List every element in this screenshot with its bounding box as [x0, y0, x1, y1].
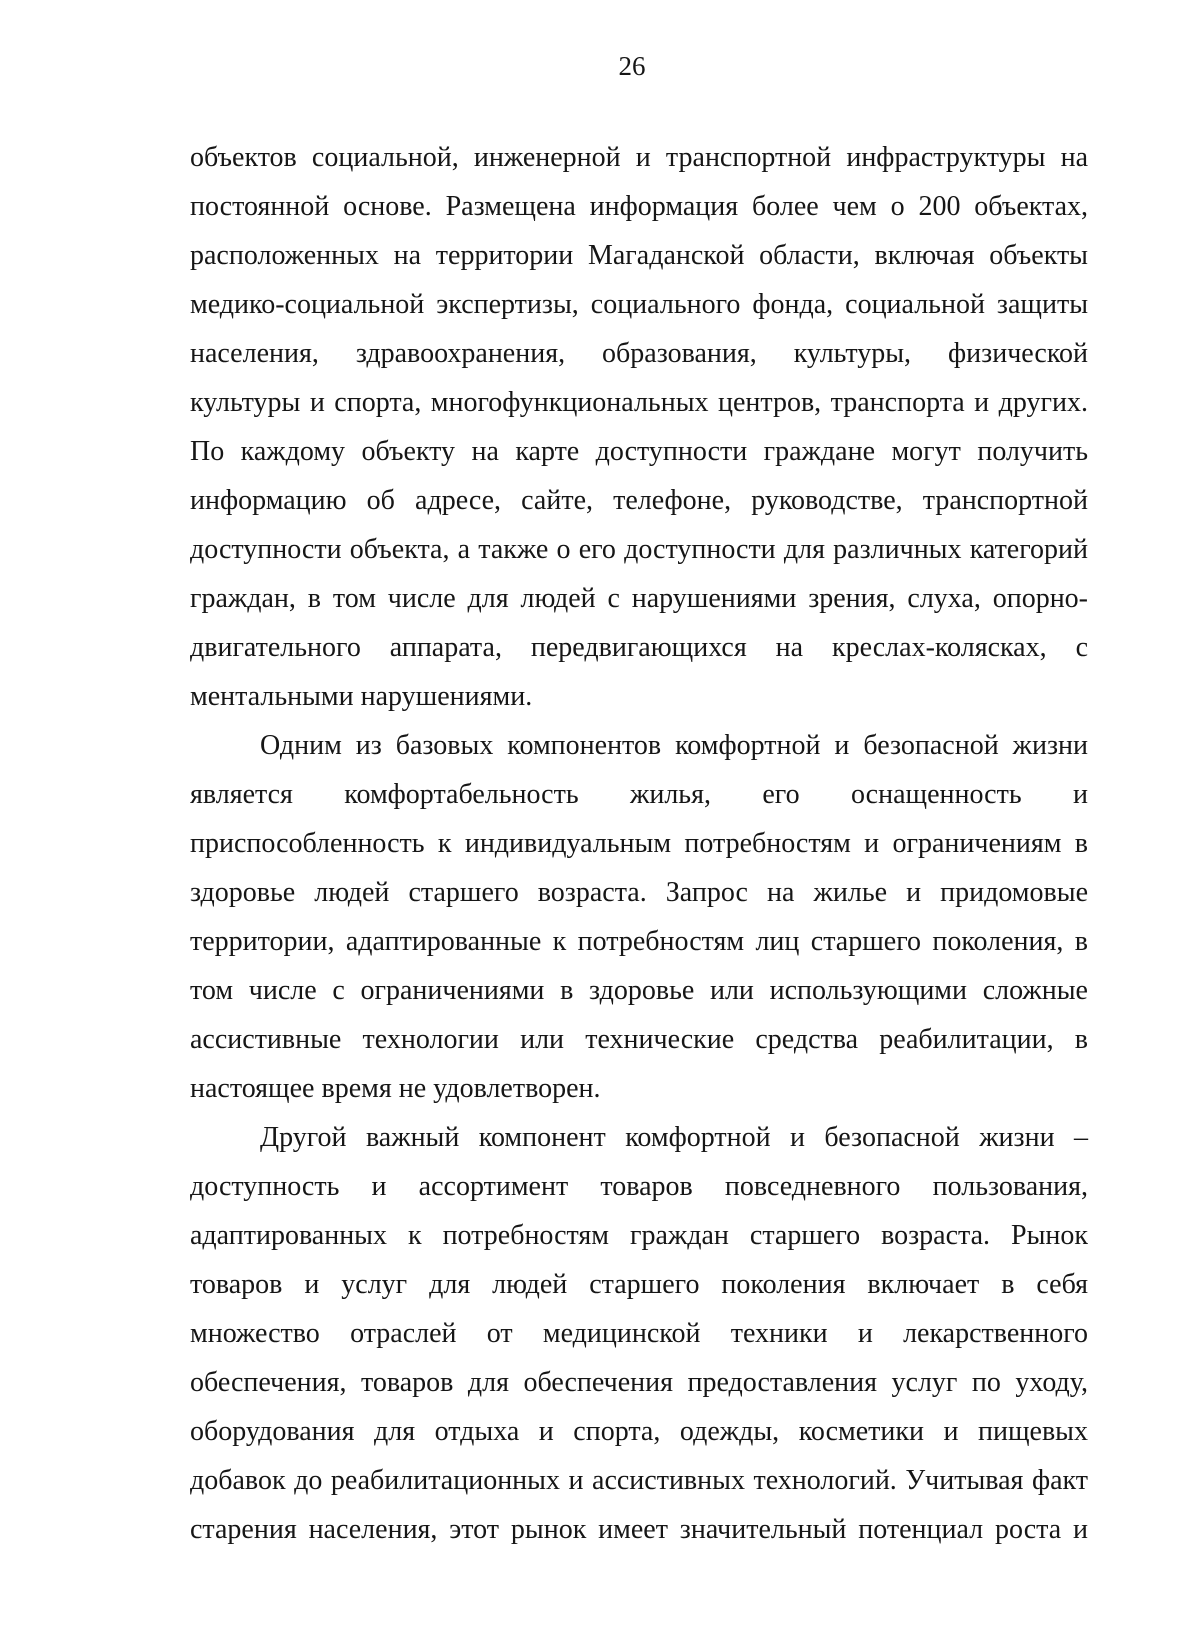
text-line: старения населения, этот рынок имеет значительный потенциал роста и	[190, 1514, 1088, 1545]
text-line: множество отраслей от медицинской техники и лекарственного	[190, 1318, 1088, 1349]
text-line: является комфортабельность жилья, его оснащенность и	[190, 779, 1088, 810]
paragraph-2	[190, 721, 1088, 1113]
text-line: оборудования для отдыха и спорта, одежды, косметики и пищевых	[190, 1416, 1088, 1447]
text-line: объектов социальной, инженерной и транспортной инфраструктуры на	[190, 142, 1088, 173]
text-line: территории, адаптированные к потребностям лиц старшего поколения, в	[190, 926, 1088, 957]
text-line: граждан, в том числе для людей с нарушениями зрения, слуха, опорно-	[190, 583, 1088, 614]
text-line: доступности объекта, а также о его доступности для различных категорий	[190, 534, 1088, 565]
text-line: ассистивные технологии или технические средства реабилитации, в	[190, 1024, 1088, 1055]
text-line: ментальными нарушениями.	[190, 681, 533, 712]
text-line: товаров и услуг для людей старшего поколения включает в себя	[190, 1269, 1088, 1300]
text-line: том числе с ограничениями в здоровье или использующими сложные	[190, 975, 1088, 1006]
text-line: обеспечения, товаров для обеспечения предоставления услуг по уходу,	[190, 1367, 1088, 1398]
text-line: двигательного аппарата, передвигающихся на креслах-колясках, с	[190, 632, 1088, 663]
text-line: адаптированных к потребностям граждан старшего возраста. Рынок	[190, 1220, 1088, 1251]
text-line: расположенных на территории Магаданской области, включая объекты	[190, 240, 1088, 271]
text-line: постоянной основе. Размещена информация более чем о 200 объектах,	[190, 191, 1088, 222]
text-line: добавок до реабилитационных и ассистивных технологий. Учитывая факт	[190, 1465, 1088, 1496]
page-number: 26	[618, 51, 646, 81]
paragraph-1	[190, 133, 1088, 721]
text-line: настоящее время не удовлетворен.	[190, 1073, 601, 1104]
text-line: культуры и спорта, многофункциональных центров, транспорта и других.	[190, 387, 1088, 418]
text-line: Одним из базовых компонентов комфортной и безопасной жизни	[260, 730, 1088, 761]
text-line: информацию об адресе, сайте, телефоне, руководстве, транспортной	[190, 485, 1088, 516]
text-line: доступность и ассортимент товаров повседневного пользования,	[190, 1171, 1088, 1202]
text-line: По каждому объекту на карте доступности граждане могут получить	[190, 436, 1088, 467]
body-text	[190, 133, 1088, 1554]
text-line: населения, здравоохранения, образования, культуры, физической	[190, 338, 1088, 369]
paragraph-3	[190, 1113, 1088, 1554]
text-line: медико-социальной экспертизы, социального фонда, социальной защиты	[190, 289, 1088, 320]
text-line: здоровье людей старшего возраста. Запрос на жилье и придомовые	[190, 877, 1088, 908]
text-line: приспособленность к индивидуальным потребностям и ограничениям в	[190, 828, 1088, 859]
text-line: Другой важный компонент комфортной и безопасной жизни –	[260, 1122, 1088, 1153]
